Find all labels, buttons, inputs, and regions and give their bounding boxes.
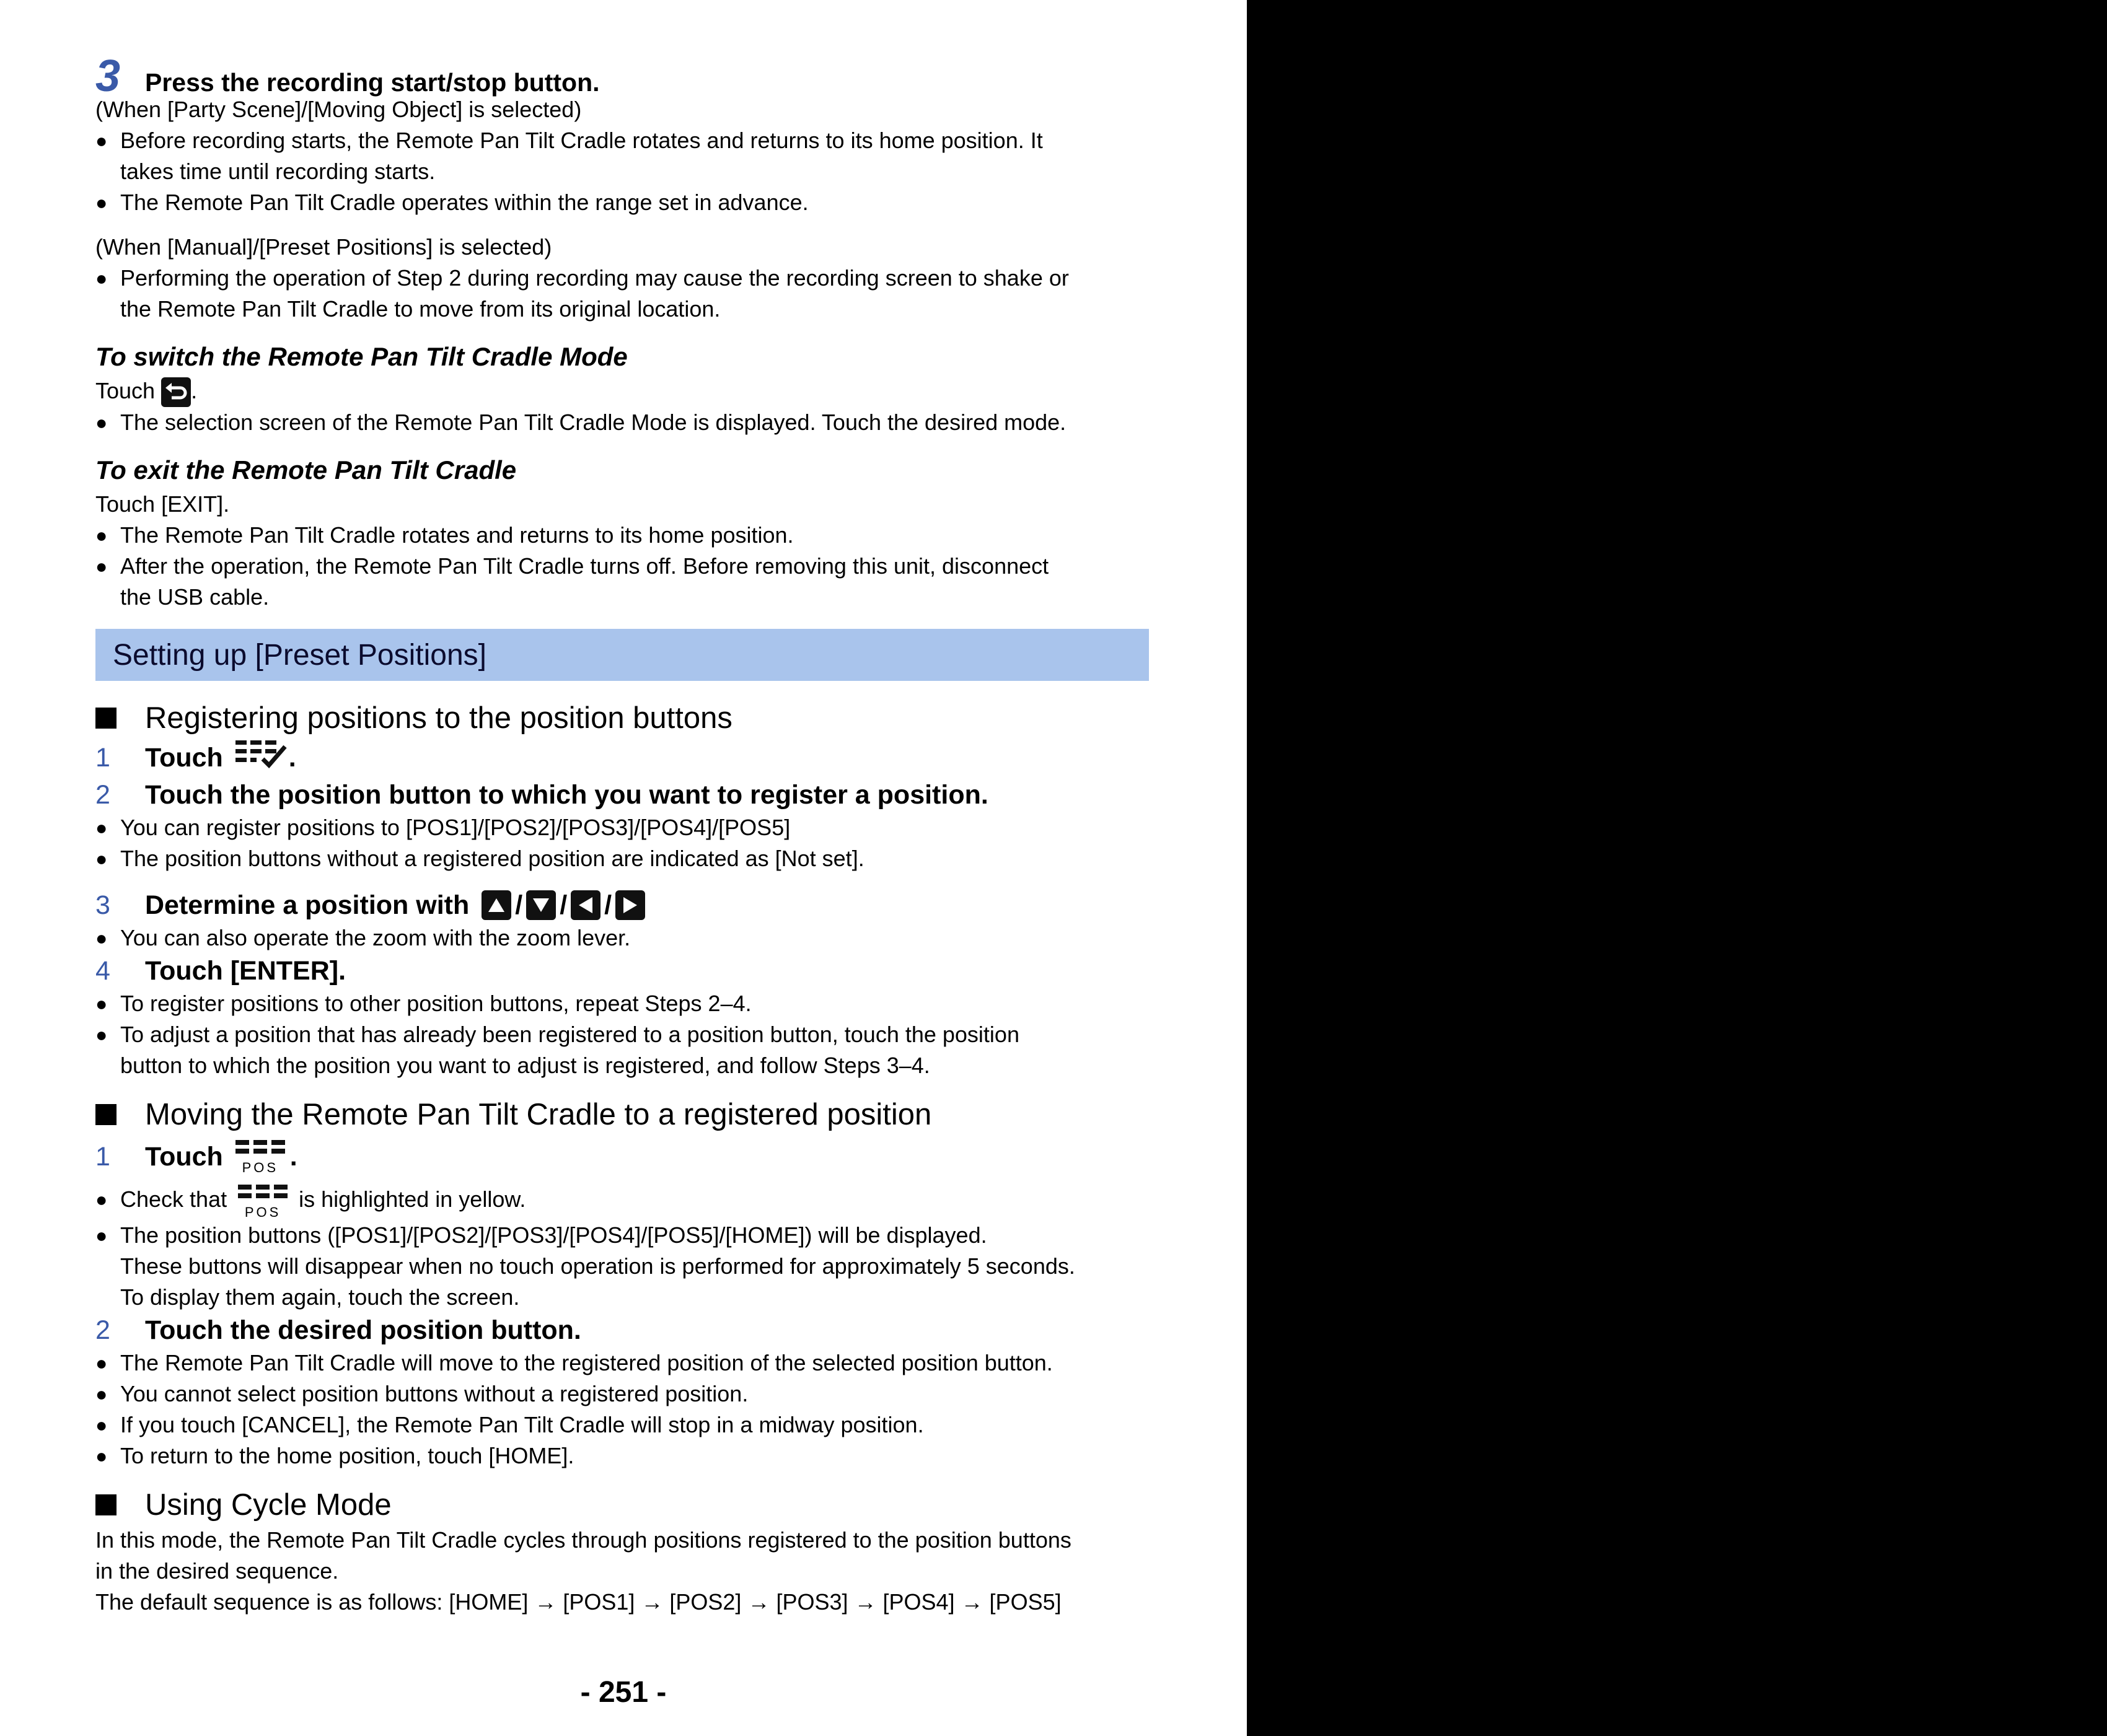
bullet-dot: ●: [95, 1414, 108, 1437]
bullet-item: ● Performing the operation of Step 2 during recording may cause the recording screen to shake or the Remote Pan Tilt Cradle to move from its original location.: [95, 263, 1149, 325]
up-arrow-icon: [482, 890, 511, 920]
page-number: - 251 -: [580, 1676, 667, 1709]
bullet-item: ● You cannot select position buttons without a registered position.: [95, 1379, 1149, 1409]
register-step-3: 3 Determine a position with / / /: [95, 888, 1149, 923]
register-step-2: 2 Touch the position button to which you want to register a position.: [95, 780, 988, 810]
bullet-dot: ●: [95, 1383, 108, 1406]
bullet-item: ● To return to the home position, touch [HOME].: [95, 1440, 1149, 1471]
party-scene-note: (When [Party Scene]/[Moving Object] is selected): [95, 97, 582, 122]
bullet-item: ● The position buttons ([POS1]/[POS2]/[POS3]/[POS4]/[POS5]/[HOME]) will be displayed. These buttons will disappear when no touch operation is performed for approximately 5 seconds. To display them again, touch the screen.: [95, 1220, 1149, 1313]
bullet-dot: ●: [95, 1224, 108, 1247]
square-marker-icon: [95, 708, 117, 729]
bullet-dot: ●: [95, 524, 108, 547]
cycle-text: In this mode, the Remote Pan Tilt Cradle cycles through positions registered to the position buttons in the desired sequence. The default sequence is as follows: [HOME] → [POS1] → [POS2] → [POS3] → [POS4] → [POS5]: [95, 1527, 1071, 1615]
bullet-dot: ●: [95, 848, 108, 870]
bullet-item: ● To register positions to other position buttons, repeat Steps 2–4.: [95, 988, 1149, 1019]
switch-mode-instruction: Touch .: [95, 375, 1149, 407]
left-arrow-icon: [571, 890, 600, 920]
down-arrow-icon: [526, 890, 556, 920]
bullet-item: ● The Remote Pan Tilt Cradle operates within the range set in advance.: [95, 187, 1149, 218]
bullet-item: ● To adjust a position that has already been registered to a position button, touch the position button to which the position you want to adjust is registered, and follow Steps 3–4.: [95, 1019, 1149, 1081]
bullet-dot: ●: [95, 993, 108, 1015]
bullet-item: ● The Remote Pan Tilt Cradle rotates and returns to its home position.: [95, 520, 1149, 551]
moving-heading: Moving the Remote Pan Tilt Cradle to a registered position: [95, 1095, 1149, 1134]
manual-note: (When [Manual]/[Preset Positions] is selected): [95, 234, 552, 260]
bullet-dot: ●: [95, 555, 108, 578]
step-number: 3: [95, 51, 121, 101]
moving-step-2: 2 Touch the desired position button.: [95, 1315, 581, 1346]
exit-instruction: Touch [EXIT].: [95, 491, 230, 517]
bullet-dot: ●: [95, 129, 108, 152]
page-content: [95, 51, 1149, 1618]
bullet-dot: ●: [95, 1024, 108, 1046]
switch-mode-title: To switch the Remote Pan Tilt Cradle Mode: [95, 342, 628, 371]
register-heading: Registering positions to the position buttons: [95, 698, 1149, 738]
step-title: Press the recording start/stop button.: [145, 68, 600, 97]
bullet-dot: ●: [95, 1188, 108, 1211]
bullet-dot: ●: [95, 267, 108, 289]
bullet-item: ● The Remote Pan Tilt Cradle will move to the registered position of the selected position button.: [95, 1348, 1149, 1379]
section-title-bar: Setting up [Preset Positions]: [95, 629, 1149, 681]
bullet-dot: ●: [95, 1445, 108, 1468]
checklist-icon: [235, 738, 289, 778]
right-arrow-icon: [615, 890, 645, 920]
bullet-dot: ●: [95, 191, 108, 214]
bullet-item: ● The position buttons without a registered position are indicated as [Not set].: [95, 843, 1149, 874]
bullet-dot: ●: [95, 817, 108, 840]
pos-grid-icon: POS: [235, 1139, 285, 1175]
return-icon: [161, 377, 191, 407]
black-background-pane: [1247, 0, 2107, 1736]
bullet-item: ● The selection screen of the Remote Pan Tilt Cradle Mode is displayed. Touch the desired mode.: [95, 407, 1149, 438]
moving-step-1: 1 Touch POS .: [95, 1134, 1149, 1179]
step-3-heading: [95, 51, 1149, 101]
register-step-1: 1 Touch .: [95, 738, 1149, 778]
bullet-dot: ●: [95, 1352, 108, 1375]
bullet-item: ● After the operation, the Remote Pan Tilt Cradle turns off. Before removing this unit, disconnect the USB cable.: [95, 551, 1149, 613]
exit-title: To exit the Remote Pan Tilt Cradle: [95, 455, 517, 485]
bullet-item: ● Check that POS is highlighted in yellow.: [95, 1179, 1149, 1220]
pos-grid-icon: POS: [238, 1183, 288, 1219]
square-marker-icon: [95, 1494, 117, 1515]
bullet-item: ● You can also operate the zoom with the zoom lever.: [95, 923, 1149, 953]
bullet-item: ● Before recording starts, the Remote Pan Tilt Cradle rotates and returns to its home position. It takes time until recording starts.: [95, 125, 1149, 187]
bullet-item: ● You can register positions to [POS1]/[POS2]/[POS3]/[POS4]/[POS5]: [95, 812, 1149, 843]
bullet-dot: ●: [95, 411, 108, 434]
bullet-dot: ●: [95, 927, 108, 950]
bullet-item: ● If you touch [CANCEL], the Remote Pan Tilt Cradle will stop in a midway position.: [95, 1409, 1149, 1440]
square-marker-icon: [95, 1104, 117, 1125]
cycle-heading: Using Cycle Mode: [95, 1485, 1149, 1525]
register-step-4: 4 Touch [ENTER].: [95, 956, 346, 986]
